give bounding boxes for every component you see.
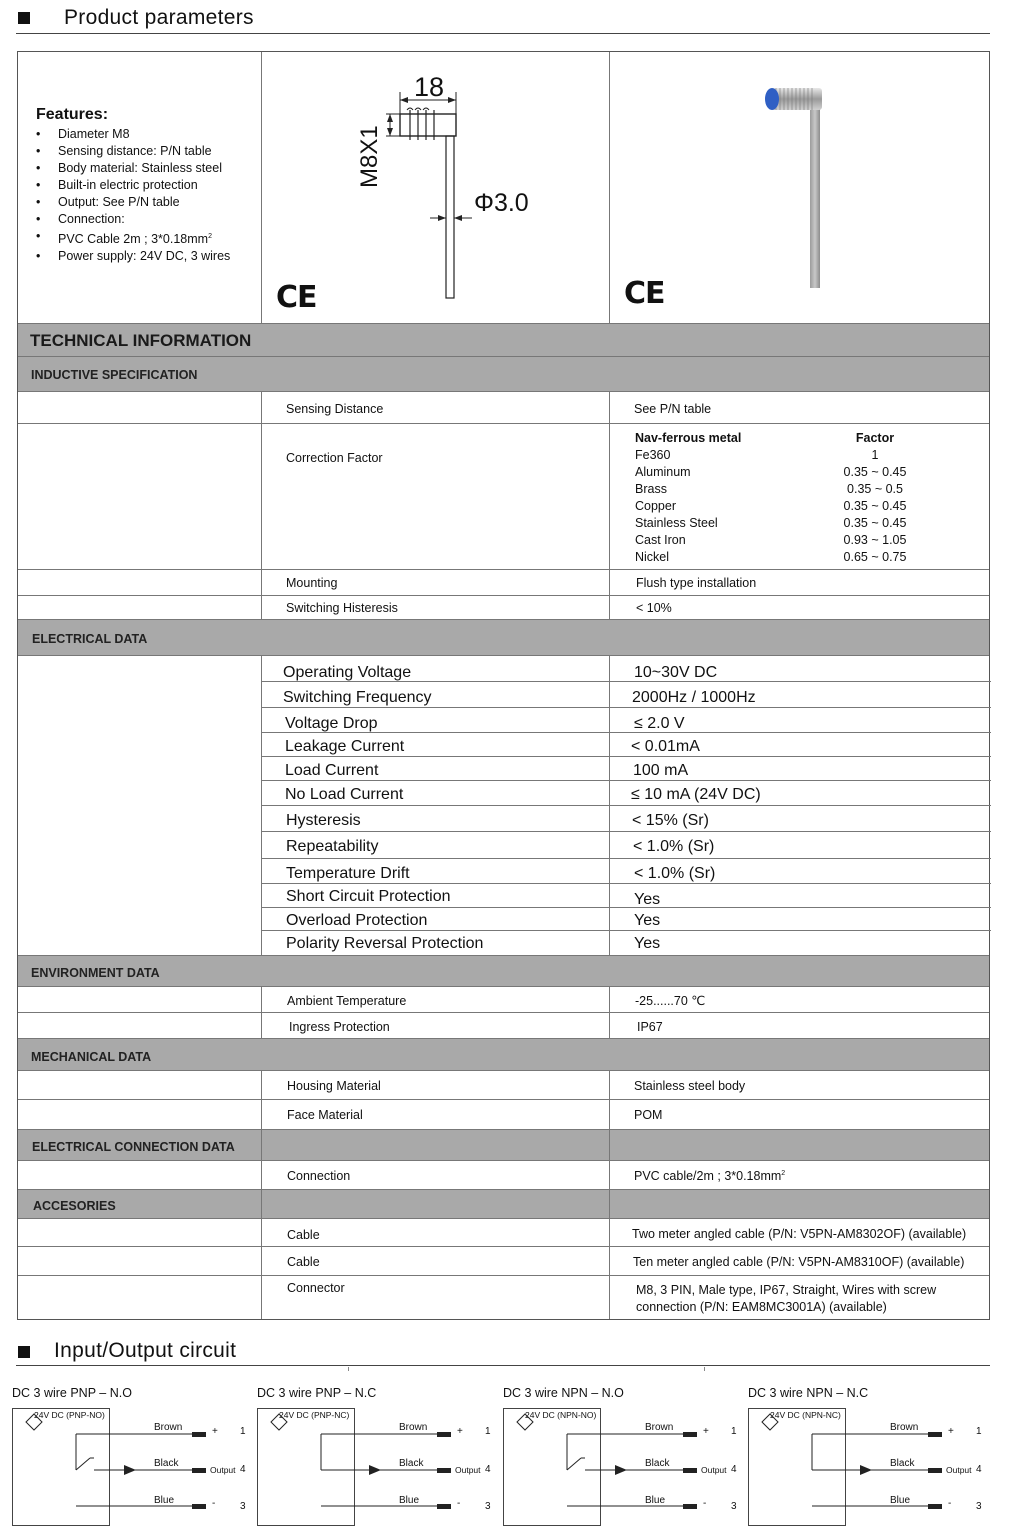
spec-row (261, 831, 991, 858)
circuit-title: DC 3 wire NPN – N.O (503, 1386, 624, 1400)
spec-label: Housing Material (287, 1079, 381, 1093)
features-list (36, 126, 230, 265)
spec-row (261, 907, 991, 930)
ce-mark-icon: CE (624, 276, 665, 311)
wire-label-black: Black (399, 1458, 424, 1469)
spec-row (18, 1070, 989, 1099)
wire-label-brown: Brown (890, 1422, 919, 1433)
terminal-output: Output (455, 1465, 481, 1475)
pin-number: 1 (240, 1426, 246, 1437)
wire-label-brown: Brown (399, 1422, 428, 1433)
correction-factor-row-item: Brass 0.35 ~ 0.5 (635, 482, 903, 496)
spec-label: Overload Protection (286, 912, 428, 929)
spec-value-line2: connection (P/N: EAM8MC3001A) (available) (636, 1300, 887, 1314)
terminal-minus: - (212, 1498, 216, 1509)
electrical-data-header: ELECTRICAL DATA (18, 619, 989, 655)
terminal-output: Output (946, 1465, 972, 1475)
circuit-title: DC 3 wire PNP – N.O (12, 1386, 132, 1400)
spec-label: Ambient Temperature (287, 994, 407, 1008)
correction-factor-row-item: Aluminum 0.35 ~ 0.45 (635, 465, 907, 479)
spec-row (261, 655, 991, 681)
dimension-drawing-cell (261, 52, 609, 323)
correction-factor-row-item: Cast Iron 0.93 ~ 1.05 (635, 533, 907, 547)
terminal-plus: + (457, 1426, 463, 1437)
electrical-connection-header: ELECTRICAL CONNECTION DATA (18, 1129, 989, 1160)
wire-label-black: Black (890, 1458, 915, 1469)
correction-factor-row-item: Fe360 1 (635, 448, 879, 462)
spec-label: Face Material (287, 1108, 363, 1122)
technical-information-header: TECHNICAL INFORMATION (18, 323, 989, 356)
spec-value: Two meter angled cable (P/N: V5PN-AM8302OF) (available) (632, 1227, 967, 1241)
pin-number: 3 (240, 1501, 246, 1512)
circuit-diagram (257, 1384, 497, 1536)
terminal-plus: + (703, 1426, 709, 1437)
circuit-diagram (748, 1384, 988, 1536)
wire-label-blue: Blue (890, 1495, 911, 1506)
pin-number: 1 (976, 1426, 982, 1437)
spec-label: Correction Factor (286, 451, 383, 465)
correction-factor-row-item: Nickel 0.65 ~ 0.75 (635, 550, 907, 564)
spec-row (261, 756, 991, 780)
spec-value: Yes (634, 935, 661, 952)
circuit-title: DC 3 wire PNP – N.C (257, 1386, 377, 1400)
section-header-io-circuit (16, 1332, 990, 1366)
feature-item-continuation: • PVC Cable 2m ; $3*0.18mm^2$ (36, 228, 230, 248)
feature-item: • Sensing distance: P/N table (36, 143, 230, 160)
spec-row (18, 569, 989, 595)
pin-number: 4 (731, 1464, 737, 1475)
spec-row (261, 883, 991, 907)
sensor-box-label: 24V DC (NPN-NO) (525, 1410, 597, 1420)
spec-row (18, 1246, 989, 1275)
terminal-minus: - (703, 1498, 707, 1509)
ce-mark-icon: CE (276, 280, 317, 315)
spec-value: 10~30V DC (634, 664, 718, 681)
spec-value: -25......70 ℃ (635, 994, 706, 1008)
circuit-diagram (12, 1384, 252, 1536)
spec-row (18, 391, 989, 423)
section-title: Input/Output circuit (54, 1339, 237, 1362)
circuit-wiring (503, 1384, 743, 1536)
pin-number: 3 (976, 1501, 982, 1512)
spec-value: See P/N table (634, 402, 712, 416)
spec-label: Voltage Drop (285, 715, 378, 732)
spec-label: Mounting (286, 576, 338, 590)
circuit-wiring (257, 1384, 497, 1536)
dim-cable-label: Φ3.0 (474, 189, 529, 217)
circuit-title: DC 3 wire NPN – N.C (748, 1386, 869, 1400)
spec-label: Repeatability (286, 838, 379, 855)
spec-row (261, 732, 991, 756)
pin-number: 1 (731, 1426, 737, 1437)
correction-factor-table: Nav-ferrous metal Factor Fe360 1 Aluminum 0.35 ~ 0.45 Brass 0.35 ~ 0.5 Copper 0.35 ~ 0.45 Stainless Steel 0.35 ~ 0.45 Cast Iron 0.93 ~ 1.05 Nickel 0.65 ~ 0.75 (635, 430, 915, 566)
spec-value: Stainless steel body (634, 1079, 746, 1093)
spec-row (18, 1160, 989, 1189)
terminal-minus: - (948, 1498, 952, 1509)
spec-value: IP67 (637, 1020, 663, 1034)
spec-row (18, 595, 989, 619)
feature-item: • Built-in electric protection (36, 177, 230, 194)
spec-label: Cable (287, 1228, 320, 1242)
feature-item: • Power supply: 24V DC, 3 wires (36, 248, 230, 265)
spec-value: 100 mA (633, 762, 689, 779)
spec-row (261, 780, 991, 805)
pin-number: 4 (240, 1464, 246, 1475)
spec-value: < 1.0% (Sr) (634, 865, 716, 882)
pin-number: 4 (976, 1464, 982, 1475)
spec-value: < 1.0% (Sr) (633, 838, 715, 855)
wire-label-black: Black (154, 1458, 179, 1469)
spec-value: M8, 3 PIN, Male type, IP67, Straight, Wires with screw (636, 1283, 937, 1297)
spec-row (261, 805, 991, 831)
spec-row (18, 986, 989, 1012)
spec-label: Cable (287, 1255, 320, 1269)
spec-value: Yes (634, 912, 661, 929)
spec-value: < 15% (Sr) (632, 812, 709, 829)
spec-table (17, 51, 990, 1320)
sensor-photo (610, 52, 990, 323)
dim-thread-label: M8X1 (356, 125, 383, 188)
product-overview-row (18, 52, 989, 323)
product-photo-cell (609, 52, 989, 323)
square-bullet-icon (18, 1346, 30, 1358)
inductive-spec-header: INDUCTIVE SPECIFICATION (18, 356, 989, 391)
spec-value: < 0.01mA (631, 738, 700, 755)
wire-label-brown: Brown (645, 1422, 674, 1433)
spec-label: Connector (287, 1281, 345, 1295)
pin-number: 4 (485, 1464, 491, 1475)
sensor-box-label: 24V DC (PNP-NO) (34, 1410, 105, 1420)
spec-row (18, 1275, 989, 1319)
feature-item: • Connection: (36, 211, 230, 228)
wire-label-brown: Brown (154, 1422, 183, 1433)
spec-label: Operating Voltage (283, 664, 412, 681)
spec-label: No Load Current (285, 786, 404, 803)
spec-value: Ten meter angled cable (P/N: V5PN-AM8310OF) (available) (633, 1255, 965, 1269)
wire-label-blue: Blue (645, 1495, 666, 1506)
spec-value: ≤ 2.0 V (634, 715, 685, 732)
spec-row (261, 707, 991, 732)
spec-row (18, 1099, 989, 1129)
spec-row (261, 681, 991, 707)
spec-row (18, 1218, 989, 1246)
sensor-box-label: 24V DC (NPN-NC) (770, 1410, 841, 1420)
spec-value: ≤ 10 mA (24V DC) (631, 786, 761, 803)
circuit-diagram (503, 1384, 743, 1536)
mechanical-data-header: MECHANICAL DATA (18, 1038, 989, 1070)
spec-value: 2000Hz / 1000Hz (632, 689, 756, 706)
spec-row (261, 858, 991, 883)
spec-label: Connection (287, 1169, 351, 1183)
spec-label: Ingress Protection (289, 1020, 390, 1034)
spec-value: Flush type installation (636, 576, 757, 590)
square-bullet-icon (18, 12, 30, 24)
correction-factor-row (18, 423, 989, 569)
dim-length-label: 18 (414, 72, 445, 102)
spec-label: Hysteresis (286, 812, 361, 829)
spec-label: Temperature Drift (286, 865, 410, 882)
features-title: Features: (36, 106, 109, 123)
divider-tick (348, 1367, 349, 1371)
wire-label-blue: Blue (399, 1495, 420, 1506)
feature-item: • Output: See P/N table (36, 194, 230, 211)
spec-value: Yes (634, 891, 661, 908)
correction-factor-row-item: Copper 0.35 ~ 0.45 (635, 499, 907, 513)
terminal-output: Output (701, 1465, 727, 1475)
wire-label-blue: Blue (154, 1495, 175, 1506)
circuit-wiring (12, 1384, 252, 1536)
terminal-minus: - (457, 1498, 461, 1509)
spec-label: Switching Frequency (283, 689, 432, 706)
terminal-output: Output (210, 1465, 236, 1475)
terminal-plus: + (948, 1426, 954, 1437)
section-title: Product parameters (64, 6, 254, 29)
pin-number: 1 (485, 1426, 491, 1437)
correction-factor-row-item: Stainless Steel 0.35 ~ 0.45 (635, 516, 907, 530)
spec-value: POM (634, 1108, 663, 1122)
spec-label: Load Current (285, 762, 379, 779)
pin-number: 3 (731, 1501, 737, 1512)
spec-label: Leakage Current (285, 738, 405, 755)
terminal-plus: + (212, 1426, 218, 1437)
spec-value: < 10% (636, 601, 672, 615)
spec-row (261, 930, 991, 955)
spec-label: Sensing Distance (286, 402, 384, 416)
spec-label: Short Circuit Protection (286, 888, 451, 905)
circuit-wiring (748, 1384, 988, 1536)
section-header-product-parameters (16, 0, 990, 34)
sensor-box-label: 24V DC (PNP-NC) (279, 1410, 350, 1420)
environment-data-header: ENVIRONMENT DATA (18, 955, 989, 986)
divider-tick (704, 1367, 705, 1371)
feature-item: • Body material: Stainless steel (36, 160, 230, 177)
pin-number: 3 (485, 1501, 491, 1512)
spec-label: Switching Histeresis (286, 601, 398, 615)
wire-label-black: Black (645, 1458, 670, 1469)
feature-item: • Diameter M8 (36, 126, 230, 143)
features-cell (18, 52, 261, 323)
spec-row (18, 1012, 989, 1038)
accessories-header: ACCESORIES (18, 1189, 989, 1218)
spec-label: Polarity Reversal Protection (286, 935, 484, 952)
spec-value: PVC cable/2m ; $3*0.18mm^2$ (634, 1169, 786, 1183)
